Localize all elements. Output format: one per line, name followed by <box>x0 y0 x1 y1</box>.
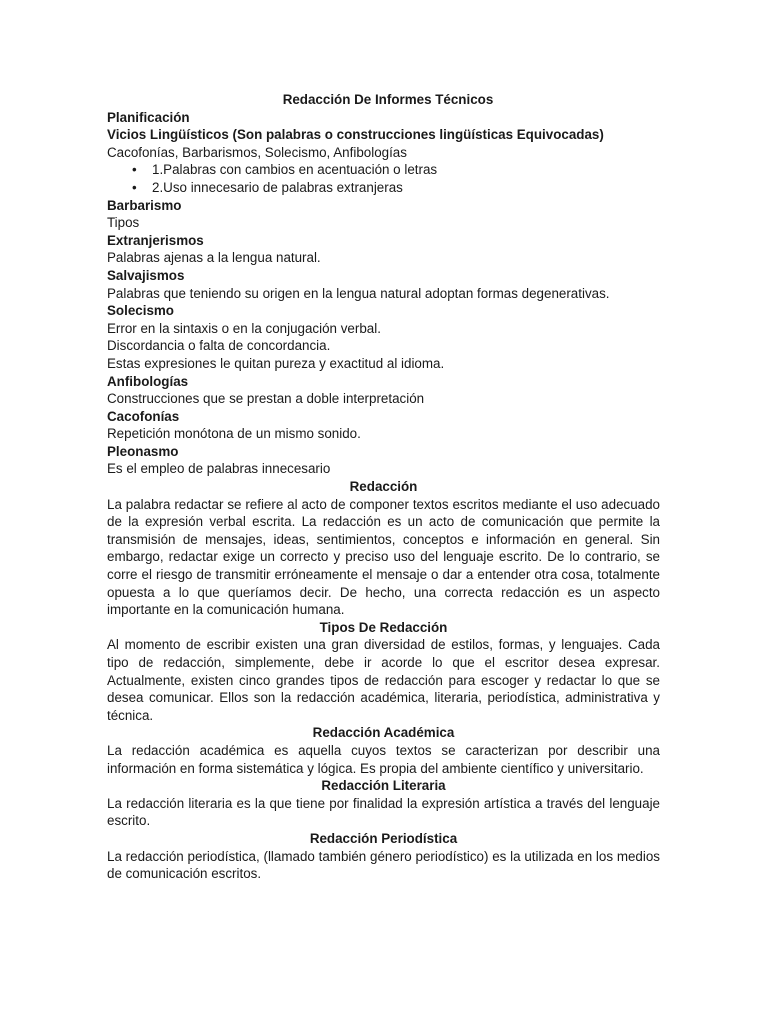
solecismo-definition-3: Estas expresiones le quitan pureza y exactitud al idioma. <box>107 355 445 371</box>
heading-redaccion-academica: Redacción Académica <box>312 725 455 741</box>
salvajismos-definition: Palabras que teniendo su origen en la lengua natural adoptan formas degenerativas. <box>107 285 610 301</box>
list-item-text: 1.Palabras con cambios en acentuación o letras <box>152 162 438 178</box>
pleonasmo-definition: Es el empleo de palabras innecesario <box>107 461 331 477</box>
heading-vicios: Vicios Lingüísticos (Son palabras o construcciones lingüísticas Equivocadas) <box>107 127 604 143</box>
paragraph-redaccion-periodistica: La redacción periodística, (llamado también género periodístico) es la utilizada en los medios de comunicación escritos. <box>107 848 660 882</box>
paragraph-tipos-redaccion: Al momento de escribir existen una gran diversidad de estilos, formas, y lenguajes. Cada tipo de redacción, simplemente, debe ir acorde lo que el escritor desea expresar. Actualmente, existen cinco grandes tipos de redacción para escoger y redactar lo que se desea comunicar. Ellos son la redacción académica, literaria, periodística, administrativa y técnica. <box>107 637 660 723</box>
list-item <box>132 161 660 179</box>
document-title: Redacción De Informes Técnicos <box>282 92 494 107</box>
list-item <box>132 179 660 197</box>
bullet-icon: • <box>132 162 137 178</box>
vicios-list-text: Cacofonías, Barbarismos, Solecismo, Anfibologías <box>107 144 407 160</box>
list-item-text: 2.Uso innecesario de palabras extranjeras <box>152 179 403 195</box>
heading-redaccion: Redacción <box>349 479 418 495</box>
tipos-text: Tipos <box>107 215 140 231</box>
heading-pleonasmo: Pleonasmo <box>107 443 179 459</box>
solecismo-definition-2: Discordancia o falta de concordancia. <box>107 338 331 354</box>
extranjerismos-definition: Palabras ajenas a la lengua natural. <box>107 250 321 266</box>
cacofonias-definition: Repetición monótona de un mismo sonido. <box>107 426 361 442</box>
bullet-icon: • <box>132 179 137 195</box>
paragraph-redaccion-literaria: La redacción literaria es la que tiene por finalidad la expresión artística a través del lenguaje escrito. <box>107 795 660 829</box>
heading-salvajismos: Salvajismos <box>107 267 185 283</box>
heading-solecismo: Solecismo <box>107 303 174 319</box>
heading-barbarismo: Barbarismo <box>107 197 182 213</box>
paragraph-redaccion: La palabra redactar se refiere al acto de componer textos escritos mediante el uso adecuado de la expresión verbal escrita. La redacción es un acto de comunicación que permite la transmisión de mensajes, ideas, sentimientos, conceptos e información en general. Sin embargo, redactar exige un correcto y preciso uso del lenguaje escrito. De lo contrario, se corre el riesgo de transmitir erróneamente el mensaje o dar a entender otra cosa, totalmente opuesta a lo que queríamos decir. De hecho, una correcta redacción es un aspecto importante en la comunicación humana. <box>107 496 660 618</box>
heading-tipos-redaccion: Tipos De Redacción <box>319 619 448 635</box>
heading-redaccion-literaria: Redacción Literaria <box>321 778 446 794</box>
heading-planificacion: Planificación <box>107 109 190 125</box>
heading-cacofonias: Cacofonías <box>107 408 180 424</box>
heading-extranjerismos: Extranjerismos <box>107 232 204 248</box>
anfibologias-definition: Construcciones que se prestan a doble interpretación <box>107 391 425 407</box>
paragraph-redaccion-academica: La redacción académica es aquella cuyos textos se caracterizan por describir una información en forma sistemática y lógica. Es propia del ambiente científico y universitario. <box>107 742 660 776</box>
bullet-list <box>107 161 660 196</box>
solecismo-definition-1: Error en la sintaxis o en la conjugación verbal. <box>107 320 381 336</box>
heading-anfibologias: Anfibologías <box>107 373 189 389</box>
heading-redaccion-periodistica: Redacción Periodística <box>309 830 458 846</box>
